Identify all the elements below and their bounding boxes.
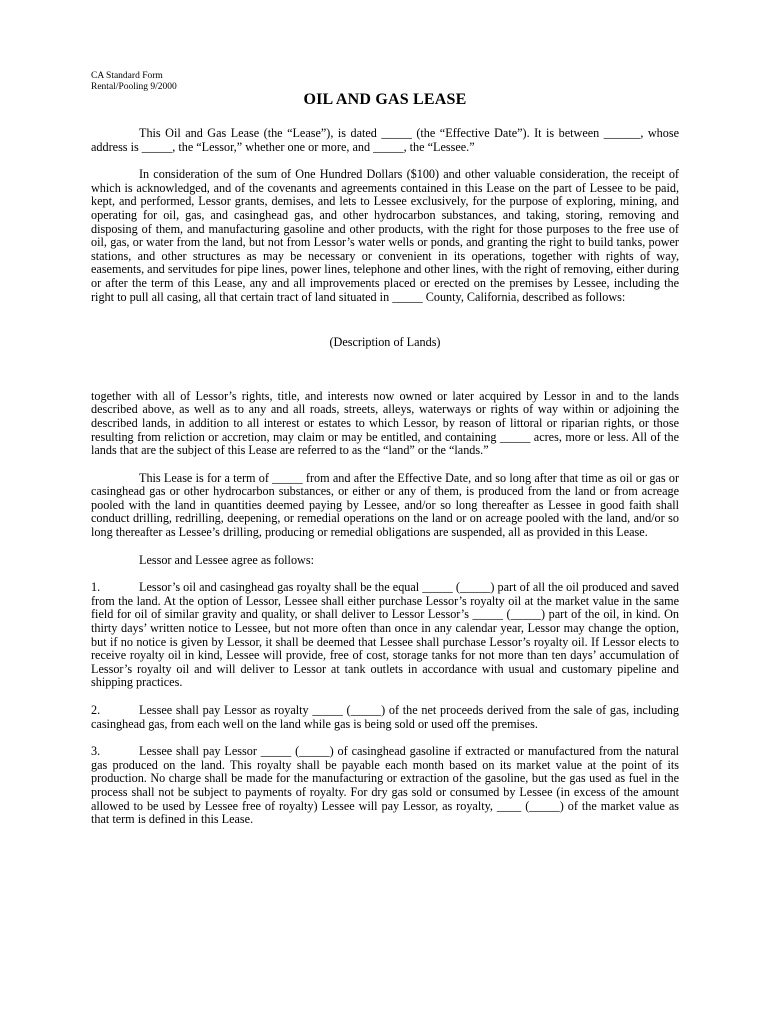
clause-1 <box>91 581 679 690</box>
clause-number: 2. <box>91 703 101 717</box>
document-body <box>91 127 679 841</box>
clause-3 <box>91 745 679 827</box>
clause-2 <box>91 704 679 731</box>
clause-text: Lessor’s oil and casinghead gas royalty shall be the equal _____ (_____) part of all the oil produced and saved from the land. At the option of Lessor, Lessee shall either purchase Lessor’s royalty oil at the market value in the same field for oil of similar gravity and quality, or shall deliver to Lessor Lessor’s _____ (_____) part of the oil, in kind. On thirty days’ written notice to Lessee, but not more often than once in any calendar year, Lessor may change the option, but if no notice is given by Lessor, it shall be deemed that Lessee shall purchase Lessor’s royalty oil. If Lessor elects to receive royalty oil in kind, Lessee will provide, free of cost, storage tanks for not more than ten days’ accumulation of Lessor’s royalty oil and will deliver to Lessor at tank outlets in accordance with usual and customary pipeline and shipping practices. <box>91 580 679 690</box>
clause-number: 1. <box>91 580 101 595</box>
term-paragraph: This Lease is for a term of _____ from and after the Effective Date, and so long after that time as oil or gas or casinghead gas or other hydrocarbon substances, or either or any of them, is produced from the land or from acreage pooled with the land in quantities deemed paying by Lessee, and/or so long thereafter as Lessee in good faith shall conduct drilling, redrilling, deepening, or remedial operations on the land or on acreage pooled with the land, and/or so long thereafter as Lessee’s drilling, producing or remedial obligations are suspended, all as provided in this Lease. <box>91 470 679 540</box>
clause-text: Lessee shall pay Lessor as royalty _____ (_____) of the net proceeds derived from the sale of gas, including casinghead gas, from each well on the land while gas is being sold or used off the premises. <box>91 703 679 731</box>
agreement-paragraph: Lessor and Lessee agree as follows: <box>139 552 314 567</box>
form-identifier <box>91 71 177 93</box>
description-of-lands: (Description of Lands) <box>329 335 441 350</box>
intro-paragraph: This Oil and Gas Lease (the “Lease”), is dated _____ (the “Effective Date”). It is between ______, whose address is _____, the “Lessor,” whether one or more, and _____, the “Lessee.” <box>91 126 679 154</box>
document-title: OIL AND GAS LEASE <box>303 91 467 108</box>
form-standard-label: CA Standard Form <box>91 71 163 81</box>
form-version-label: Rental/Pooling 9/2000 <box>91 82 177 92</box>
clause-number: 3. <box>91 744 101 759</box>
clause-text: Lessee shall pay Lessor _____ (_____) of casinghead gasoline if extracted or manufactured from the natural gas produced on the land. This royalty shall be payable each month based on its market value at the point of its production. No charge shall be made for the manufacturing or extraction of the gasoline, but the gas used as fuel in the process shall not be subject to payments of royalty. For dry gas sold or consumed by Lessee (in excess of the amount allowed to be used by Lessee free of royalty) Lessee will pay Lessor, as royalty, ____ (_____) of the market value as that term is defined in this Lease. <box>91 744 679 827</box>
consideration-paragraph: In consideration of the sum of One Hundred Dollars ($100) and other valuable consideration, the receipt of which is acknowledged, and of the covenants and agreements contained in this Lease on the part of Lessee to be paid, kept, and performed, Lessor grants, demises, and lets to Lessee exclusively, for the purpose of exploring, mining, and operating for oil, gas, and casinghead gas, and other hydrocarbon substances, and taking, storing, removing and disposing of them, and manufacturing gasoline and other products, with the right for those purposes to the free use of oil, gas, or water from the land, but not from Lessor’s water wells or ponds, and granting the right to build tanks, power stations, and other structures as may be necessary or convenient in its operations, together with rights of way, easements, and servitudes for pipe lines, power lines, telephone and other lines, with the right of removing, either during or after the term of this Lease, any and all improvements placed or erected on the premises by Lessee, including the right to pull all casing, all that certain tract of land situated in _____ County, California, described as follows: <box>91 167 679 304</box>
together-paragraph: together with all of Lessor’s rights, title, and interests now owned or later acquired by Lessor in and to the lands described above, as well as to any and all roads, streets, alleys, waterways or rights of way within or adjoining the described lands, in addition to all interest or estates to which Lessor, by reason of littoral or riparian rights, or those resulting from reliction or accretion, may claim or may be entitled, and containing _____ acres, more or less. All of the lands that are the subject of this Lease are referred to as the “land” or the “lands.” <box>91 388 679 458</box>
